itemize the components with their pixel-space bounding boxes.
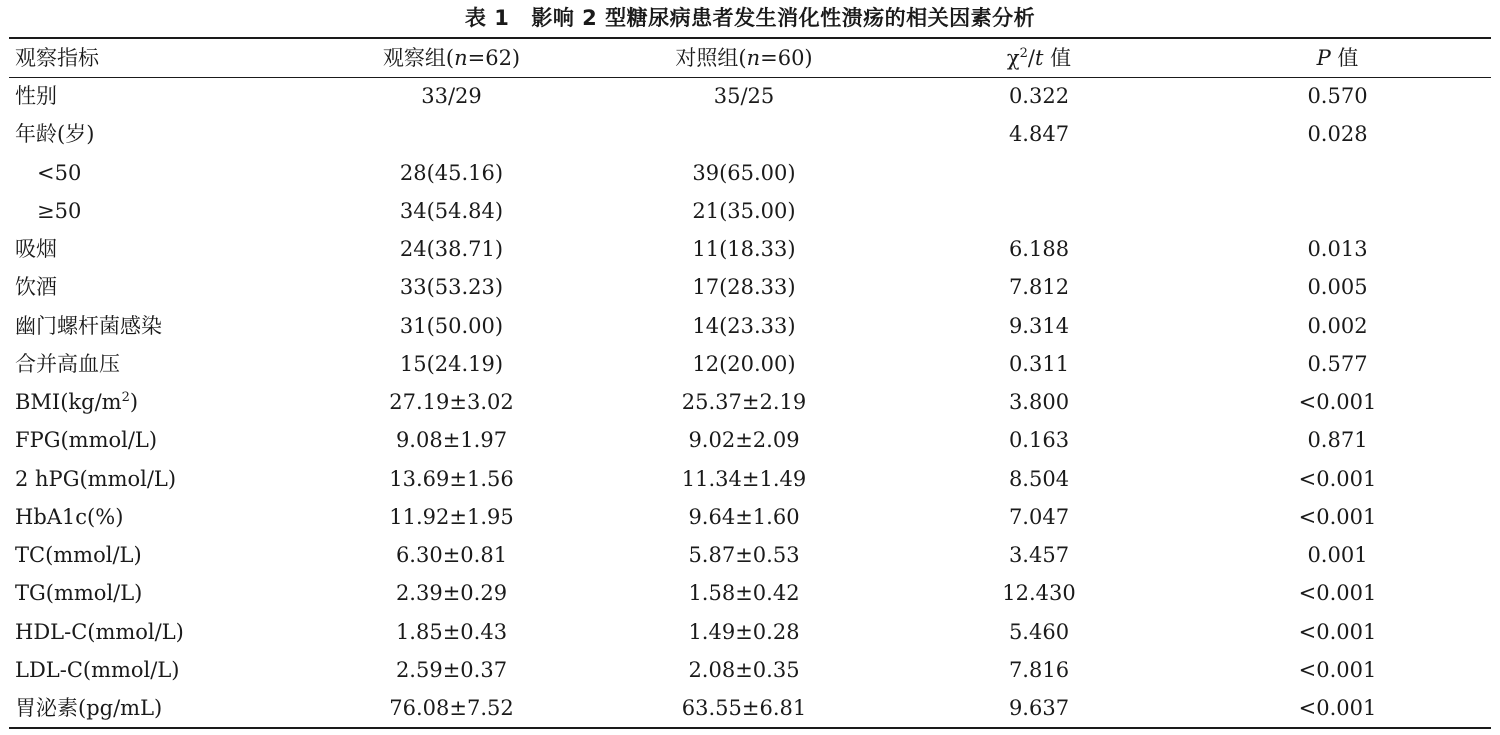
table-title: 影响 2 型糖尿病患者发生消化性溃疡的相关因素分析 [531, 6, 1036, 30]
row-indicator: 胃泌素(pg/mL) [15, 696, 163, 721]
row-control-value: 9.02±2.09 [688, 428, 800, 453]
row-observation-value: 33(53.23) [399, 275, 504, 300]
row-statistic-value: 0.322 [1008, 84, 1070, 109]
row-p-value: <0.001 [1298, 504, 1377, 529]
header-row [9, 39, 1491, 77]
row-control-value: 14(23.33) [692, 313, 796, 338]
row-observation-value: 1.85±0.43 [395, 619, 508, 644]
table-row [9, 498, 1491, 536]
table-row [9, 115, 1491, 153]
row-indicator: HDL-C(mmol/L) [15, 619, 184, 644]
row-indicator: ≥50 [37, 198, 82, 223]
row-observation-value: 9.08±1.97 [395, 428, 508, 453]
row-observation-value: 15(24.19) [399, 351, 504, 376]
row-statistic-value: 0.163 [1008, 428, 1070, 453]
row-p-value: 0.570 [1307, 84, 1368, 109]
row-control-value: 12(20.00) [692, 351, 796, 376]
table-row [9, 307, 1491, 345]
row-control-value: 11.34±1.49 [681, 466, 807, 491]
row-statistic-value [894, 154, 1184, 192]
table-row [9, 383, 1491, 421]
row-control-value: 17(28.33) [692, 275, 796, 300]
row-control-value: 1.49±0.28 [688, 619, 800, 644]
row-control-value: 9.64±1.60 [688, 504, 800, 529]
row-statistic-value: 3.800 [1008, 390, 1070, 415]
row-statistic-value: 4.847 [1008, 122, 1070, 147]
table-row [9, 421, 1491, 459]
row-p-value: <0.001 [1298, 657, 1377, 682]
table-row [9, 230, 1491, 268]
row-statistic-value: 0.311 [1008, 351, 1070, 376]
table-header [9, 39, 1491, 77]
table-row [9, 460, 1491, 498]
row-observation-value: 31(50.00) [399, 313, 504, 338]
row-statistic-value: 8.504 [1008, 466, 1070, 491]
row-observation-value: 28(45.16) [399, 160, 504, 185]
row-statistic-value [894, 192, 1184, 230]
row-p-value: 0.871 [1307, 428, 1368, 453]
row-control-value: 35/25 [713, 84, 775, 109]
table-row [9, 651, 1491, 689]
row-control-value: 2.08±0.35 [688, 657, 800, 682]
row-indicator: 饮酒 [15, 275, 57, 300]
row-control-value: 25.37±2.19 [681, 390, 807, 415]
row-indicator: 性别 [15, 84, 57, 109]
row-p-value: <0.001 [1298, 696, 1377, 721]
row-observation-value: 24(38.71) [399, 237, 504, 262]
row-statistic-value: 7.047 [1008, 504, 1070, 529]
row-observation-value: 34(54.84) [399, 198, 504, 223]
row-control-value: 1.58±0.42 [688, 581, 800, 606]
header-control-group: 对照组(n=60) [675, 46, 813, 70]
row-indicator: 2 hPG(mmol/L) [15, 466, 177, 491]
row-p-value: 0.577 [1307, 351, 1368, 376]
row-observation-value: 2.39±0.29 [395, 581, 508, 606]
row-p-value [1184, 192, 1491, 230]
row-indicator: TC(mmol/L) [15, 543, 142, 568]
row-statistic-value: 9.637 [1008, 696, 1070, 721]
table-body [9, 77, 1491, 727]
row-p-value: 0.005 [1307, 275, 1368, 300]
table-row [9, 345, 1491, 383]
row-p-value: 0.028 [1307, 122, 1368, 147]
row-indicator: HbA1c(%) [15, 504, 124, 529]
header-indicator: 观察指标 [15, 46, 99, 70]
row-indicator: 幽门螺杆菌感染 [15, 313, 162, 338]
row-observation-value: 76.08±7.52 [389, 696, 514, 721]
table-row [9, 574, 1491, 612]
header-statistic: $\chi^2/t$ 值 [1006, 46, 1072, 70]
row-indicator: 吸烟 [15, 237, 57, 262]
table-row [9, 192, 1491, 230]
table-number: 表 1 [464, 6, 510, 30]
row-observation-value: 11.92±1.95 [389, 504, 514, 529]
row-observation-value: 27.19±3.02 [389, 390, 514, 415]
row-p-value: 0.001 [1307, 543, 1368, 568]
row-observation-value: 13.69±1.56 [389, 466, 514, 491]
row-statistic-value: 7.816 [1008, 657, 1070, 682]
row-observation-value: 2.59±0.37 [395, 657, 508, 682]
row-observation-value: 6.30±0.81 [395, 543, 508, 568]
row-indicator: FPG(mmol/L) [15, 428, 158, 453]
row-control-value: 11(18.33) [692, 237, 796, 262]
row-p-value: <0.001 [1298, 619, 1377, 644]
row-p-value: <0.001 [1298, 390, 1377, 415]
row-p-value: <0.001 [1298, 466, 1377, 491]
table-row [9, 536, 1491, 574]
table-row [9, 77, 1491, 115]
header-p-value: P 值 [1316, 46, 1359, 70]
table-row [9, 154, 1491, 192]
row-control-value: 39(65.00) [692, 160, 796, 185]
row-indicator: 年龄(岁) [15, 122, 95, 147]
row-observation-value: 33/29 [421, 84, 482, 109]
row-statistic-value: 5.460 [1008, 619, 1070, 644]
row-indicator: TG(mmol/L) [15, 581, 143, 606]
row-statistic-value: 3.457 [1008, 543, 1070, 568]
row-indicator: $BMI(kg/m^2)$ [15, 390, 139, 415]
row-control-value: 5.87±0.53 [688, 543, 800, 568]
row-indicator: 合并高血压 [15, 351, 120, 376]
row-p-value: 0.002 [1307, 313, 1368, 338]
table-row [9, 689, 1491, 727]
row-observation-value [309, 115, 594, 153]
header-observation-group: 观察组(n=62) [382, 46, 521, 70]
row-statistic-value: 9.314 [1008, 313, 1070, 338]
table-row [9, 268, 1491, 306]
row-indicator: LDL-C(mmol/L) [15, 657, 180, 682]
row-statistic-value: 7.812 [1008, 275, 1070, 300]
data-table [9, 39, 1491, 727]
bottom-rule [9, 727, 1491, 729]
row-p-value [1184, 154, 1491, 192]
row-indicator: <50 [37, 160, 82, 185]
table-caption [0, 4, 1500, 32]
table-row [9, 613, 1491, 651]
row-p-value: 0.013 [1307, 237, 1368, 262]
row-statistic-value: 12.430 [1002, 581, 1076, 606]
row-statistic-value: 6.188 [1008, 237, 1070, 262]
row-control-value [594, 115, 894, 153]
row-control-value: 63.55±6.81 [681, 696, 807, 721]
row-control-value: 21(35.00) [692, 198, 796, 223]
row-p-value: <0.001 [1298, 581, 1377, 606]
